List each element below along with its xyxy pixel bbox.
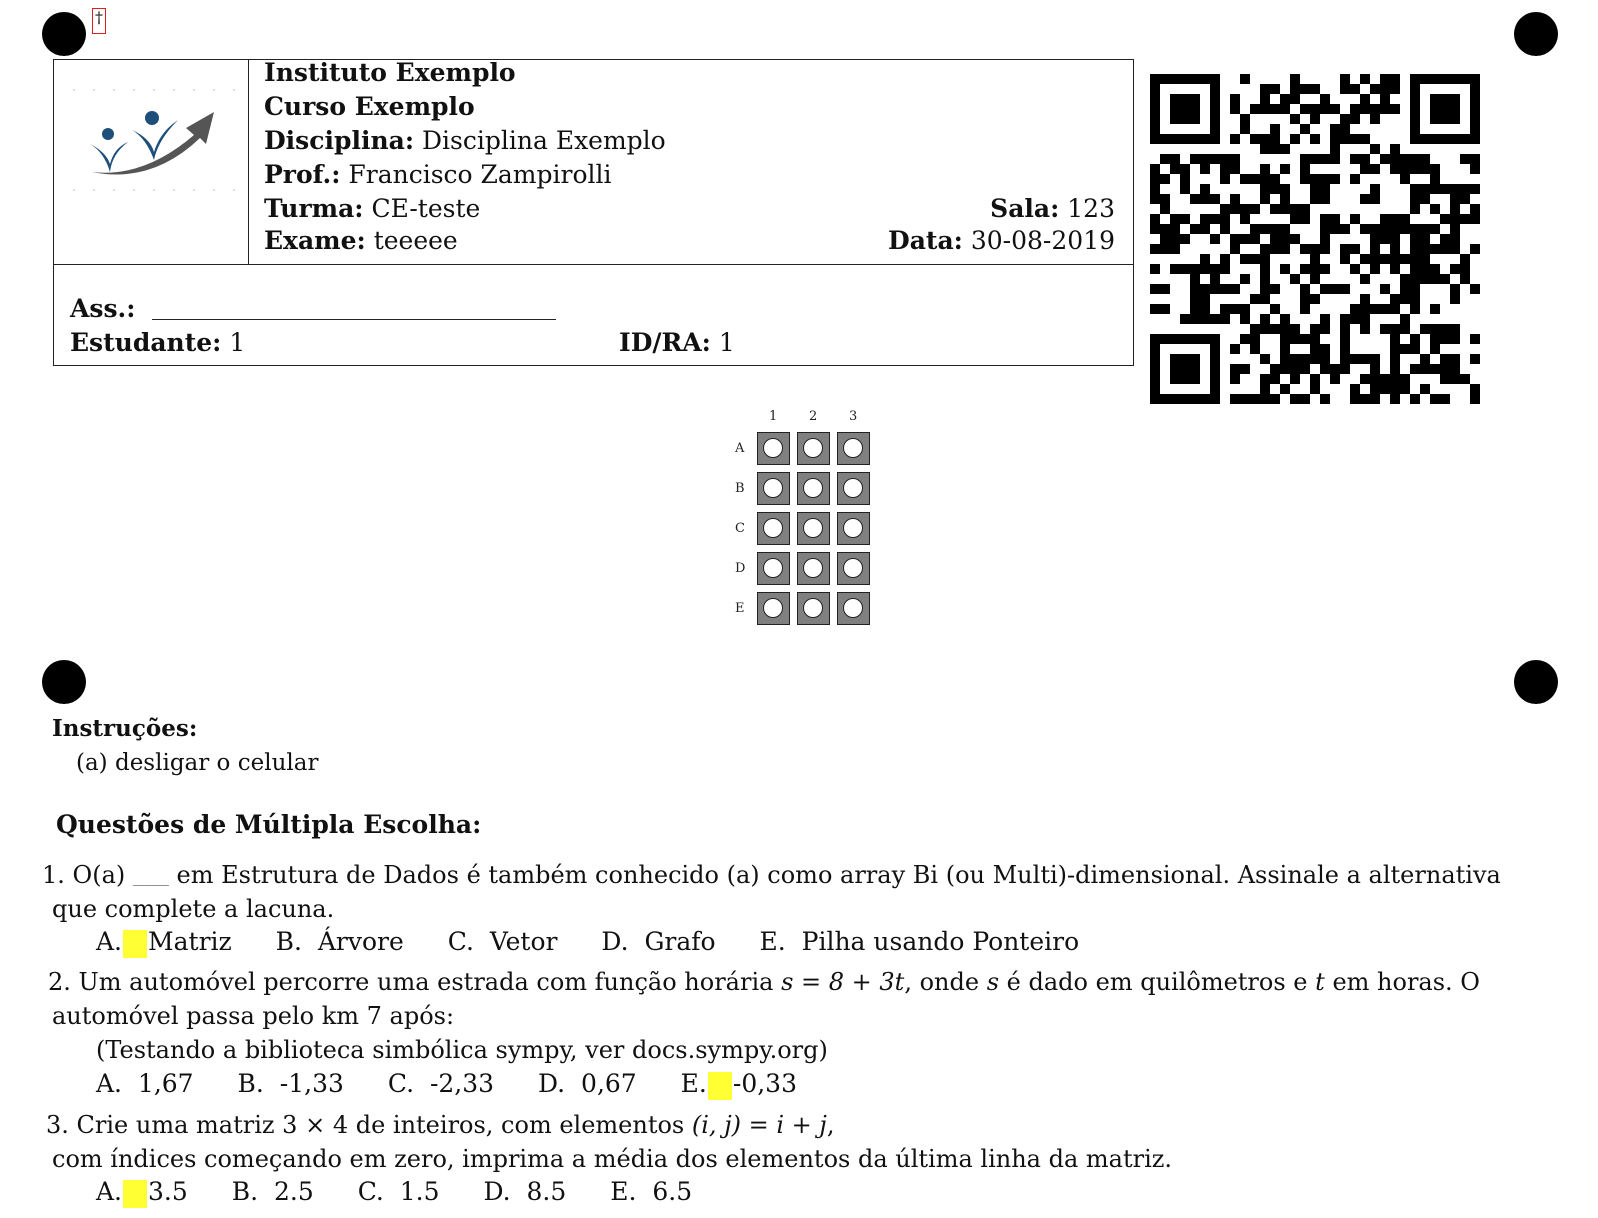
student-line: [70, 326, 245, 360]
bubble-e3[interactable]: [837, 592, 870, 625]
question-3-formula: (i, j) = i + j: [691, 1111, 827, 1139]
option-letter: B.: [237, 1069, 264, 1098]
question-2-note: (Testando a biblioteca simbólica sympy, ver docs.sympy.org): [96, 1036, 828, 1064]
institute-name: Instituto Exemplo: [264, 58, 516, 87]
exame-label: Exame:: [264, 226, 366, 255]
question-3-text-b: ,: [826, 1111, 835, 1139]
question-2-line-1: [48, 965, 1480, 999]
option-2c[interactable]: [388, 1067, 494, 1101]
answer-highlight: [708, 1072, 732, 1100]
option-text: 2.5: [273, 1177, 314, 1206]
option-3c[interactable]: [358, 1175, 440, 1209]
sala-value: 123: [1067, 194, 1115, 223]
sala-line: [990, 192, 1115, 226]
question-1-number: 1.: [42, 861, 65, 889]
question-3-line-2: com índices começando em zero, imprima a média dos elementos da última linha da matriz.: [52, 1145, 1173, 1173]
grid-col-label: 1: [769, 409, 778, 424]
exam-header: [53, 59, 1134, 366]
option-text: 3.5: [148, 1177, 188, 1206]
turma-label: Turma:: [264, 194, 364, 223]
registration-mark-top-left: [42, 12, 86, 56]
question-3-number: 3.: [46, 1111, 69, 1139]
question-2-text-b: , onde: [904, 968, 980, 996]
option-2b[interactable]: [238, 1067, 344, 1101]
grid-col-label: 2: [809, 409, 818, 424]
registration-mark-mid-left: [42, 660, 86, 704]
option-text: Árvore: [317, 927, 404, 956]
option-text: Vetor: [489, 927, 558, 956]
data-value: 30-08-2019: [970, 226, 1115, 255]
question-1-options: [96, 925, 1115, 959]
dagger-marker: †: [92, 8, 106, 34]
instruction-item: (a) desligar o celular: [76, 750, 319, 776]
signature-line[interactable]: [152, 319, 556, 320]
option-letter: C.: [447, 927, 474, 956]
option-letter: C.: [387, 1069, 415, 1098]
grid-row-label: B: [735, 481, 745, 496]
question-3-options: [96, 1175, 728, 1209]
course-name: Curso Exemplo: [264, 92, 475, 121]
mc-section-title: Questões de Múltipla Escolha:: [56, 810, 482, 839]
question-1-line-1: [42, 858, 1501, 896]
option-letter: B.: [275, 927, 302, 956]
option-text: 1,67: [137, 1069, 194, 1098]
option-text: 6.5: [652, 1177, 693, 1206]
question-2-text-d: em horas. O: [1332, 968, 1480, 996]
option-3a[interactable]: [96, 1175, 188, 1209]
turma-value: CE-teste: [371, 194, 481, 223]
signature-label: Ass.:: [70, 294, 136, 323]
bubble-d2[interactable]: [797, 552, 830, 585]
question-2-number: 2.: [48, 968, 71, 996]
option-text: -0,33: [732, 1069, 797, 1098]
question-1-blank: ______: [132, 872, 169, 886]
question-2-text-c: é dado em quilômetros e: [1006, 968, 1308, 996]
bubble-d3[interactable]: [837, 552, 870, 585]
question-2-formula: s = 8 + 3t: [781, 968, 905, 996]
option-3d[interactable]: [484, 1175, 567, 1209]
option-text: 0,67: [581, 1069, 637, 1098]
discipline-value: Disciplina Exemplo: [422, 126, 666, 155]
grid-row-label: D: [735, 561, 746, 576]
question-3-line-1: [46, 1108, 834, 1142]
question-2-line-2: automóvel passa pelo km 7 após:: [52, 1002, 455, 1030]
bubble-d1[interactable]: [757, 552, 790, 585]
registration-mark-top-right: [1514, 12, 1558, 56]
bubble-c3[interactable]: [837, 512, 870, 545]
question-1-line-2: que complete a lacuna.: [52, 895, 335, 923]
option-text: Grafo: [644, 927, 716, 956]
option-letter: D.: [483, 1177, 511, 1206]
option-letter: C.: [357, 1177, 384, 1206]
answer-highlight: [123, 930, 147, 958]
data-label: Data:: [888, 226, 963, 255]
question-2-var-s: s: [986, 968, 1000, 996]
bubble-b1[interactable]: [757, 472, 790, 505]
prof-line: [264, 158, 612, 192]
sala-label: Sala:: [990, 194, 1060, 223]
option-letter: E.: [759, 927, 786, 956]
bubble-e1[interactable]: [757, 592, 790, 625]
logo-cell: [54, 60, 249, 264]
prof-value: Francisco Zampirolli: [348, 160, 612, 189]
discipline-label: Disciplina:: [264, 126, 415, 155]
option-1b[interactable]: [276, 925, 404, 959]
option-2d[interactable]: [538, 1067, 637, 1101]
option-3e[interactable]: [610, 1175, 692, 1209]
exame-line: [264, 224, 458, 258]
option-letter: B.: [231, 1177, 259, 1206]
option-letter: D.: [601, 927, 629, 956]
option-2a[interactable]: [96, 1067, 194, 1101]
option-text: 1.5: [399, 1177, 440, 1206]
option-letter: A.: [96, 1069, 123, 1098]
option-1a[interactable]: [96, 925, 232, 959]
id-line: [619, 326, 735, 360]
answer-highlight: [123, 1180, 147, 1208]
registration-mark-mid-right: [1514, 660, 1558, 704]
option-text: Matriz: [148, 927, 232, 956]
institution-logo: [54, 60, 248, 264]
discipline-line: [264, 124, 666, 158]
question-1-text-b: em Estrutura de Dados é também conhecido (a) como array Bi (ou Multi)-dimensional. Assinale a alternativa: [176, 861, 1501, 889]
qr-code: [1150, 74, 1480, 404]
option-1c[interactable]: [448, 925, 558, 959]
id-value: 1: [718, 328, 735, 357]
grid-row-label: A: [735, 441, 745, 456]
option-1e[interactable]: [760, 925, 1080, 959]
grid-row-label: E: [735, 601, 745, 616]
question-2-options: [96, 1067, 833, 1101]
question-1-text-a: O(a): [72, 861, 126, 889]
bubble-b3[interactable]: [837, 472, 870, 505]
turma-line: [264, 192, 480, 226]
bubble-c2[interactable]: [797, 512, 830, 545]
grid-col-label: 3: [849, 409, 858, 424]
option-letter: E.: [680, 1069, 707, 1098]
option-2e[interactable]: [681, 1067, 797, 1101]
student-label: Estudante:: [70, 328, 222, 357]
student-value: 1: [229, 328, 246, 357]
question-3-text-a: Crie uma matriz 3 × 4 de inteiros, com elementos: [76, 1111, 685, 1139]
option-letter: A.: [96, 1177, 123, 1206]
header-separator: [54, 264, 1133, 265]
bubble-a1[interactable]: [757, 432, 790, 465]
option-text: Pilha usando Ponteiro: [801, 927, 1080, 956]
bubble-a3[interactable]: [837, 432, 870, 465]
option-1d[interactable]: [601, 925, 715, 959]
grid-row-label: C: [735, 521, 745, 536]
bubble-e2[interactable]: [797, 592, 830, 625]
option-letter: D.: [538, 1069, 566, 1098]
id-label: ID/RA:: [619, 328, 711, 357]
bubble-a2[interactable]: [797, 432, 830, 465]
exame-value: teeeee: [373, 226, 458, 255]
option-text: 8.5: [526, 1177, 567, 1206]
option-letter: E.: [610, 1177, 637, 1206]
option-text: -1,33: [279, 1069, 344, 1098]
bubble-b2[interactable]: [797, 472, 830, 505]
question-2-var-t: t: [1315, 968, 1325, 996]
data-line: [888, 224, 1115, 258]
prof-label: Prof.:: [264, 160, 341, 189]
question-2-text-a: Um automóvel percorre uma estrada com função horária: [78, 968, 774, 996]
bubble-c1[interactable]: [757, 512, 790, 545]
option-3b[interactable]: [232, 1175, 314, 1209]
option-text: -2,33: [429, 1069, 495, 1098]
option-letter: A.: [96, 927, 123, 956]
instructions-title: Instruções:: [52, 715, 198, 742]
